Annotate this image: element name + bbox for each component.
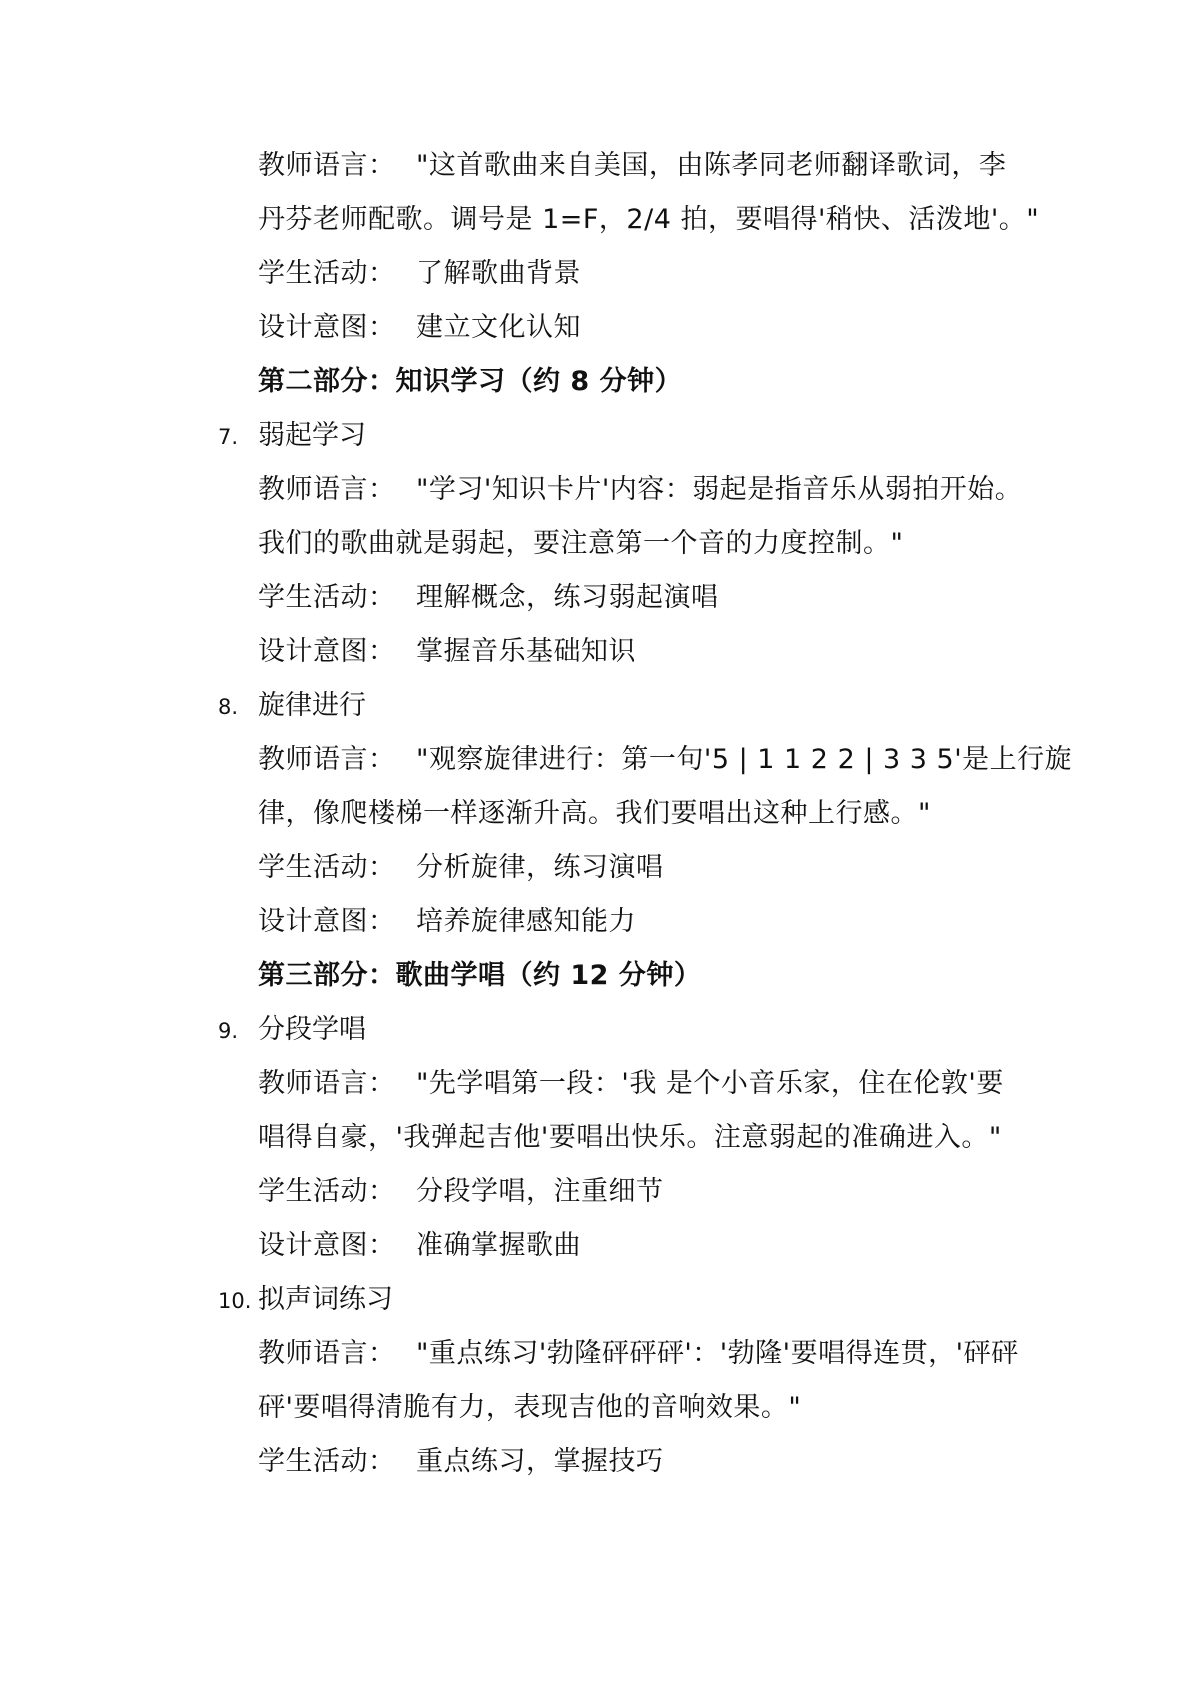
design-intent-label: 设计意图： bbox=[258, 1230, 396, 1261]
student-activity-line bbox=[258, 580, 1038, 616]
teacher-language-line bbox=[258, 1066, 1038, 1102]
teacher-language-label: 教师语言： bbox=[258, 150, 396, 181]
student-activity-label: 学生活动： bbox=[258, 852, 396, 883]
teacher-language-continuation: 唱得自豪，'我弹起吉他'要唱出快乐。注意弱起的准确进入。" bbox=[258, 1122, 1002, 1153]
teacher-language-line bbox=[258, 742, 1073, 778]
list-item-9 bbox=[218, 1012, 366, 1048]
section-heading-part3: 第三部分：歌曲学唱（约 12 分钟） bbox=[258, 960, 702, 991]
design-intent-label: 设计意图： bbox=[258, 636, 396, 667]
list-number: 7. bbox=[218, 425, 239, 449]
student-activity-label: 学生活动： bbox=[258, 1446, 396, 1477]
student-activity-label: 学生活动： bbox=[258, 582, 396, 613]
list-item-10 bbox=[218, 1282, 393, 1318]
design-intent-label: 设计意图： bbox=[258, 312, 396, 343]
student-activity-text: 分析旋律，练习演唱 bbox=[416, 852, 664, 883]
list-item-8 bbox=[218, 688, 366, 724]
teacher-language-text: "这首歌曲来自美国，由陈孝同老师翻译歌词，李 bbox=[416, 150, 1007, 181]
student-activity-text: 分段学唱，注重细节 bbox=[416, 1176, 664, 1207]
teacher-language-label: 教师语言： bbox=[258, 1068, 396, 1099]
teacher-language-continuation: 律，像爬楼梯一样逐渐升高。我们要唱出这种上行感。" bbox=[258, 798, 931, 829]
design-intent-text: 培养旋律感知能力 bbox=[416, 906, 636, 937]
student-activity-line bbox=[258, 256, 1038, 292]
design-intent-text: 准确掌握歌曲 bbox=[416, 1230, 581, 1261]
student-activity-label: 学生活动： bbox=[258, 1176, 396, 1207]
student-activity-text: 了解歌曲背景 bbox=[416, 258, 581, 289]
student-activity-text: 理解概念，练习弱起演唱 bbox=[416, 582, 719, 613]
design-intent-line bbox=[258, 634, 1038, 670]
student-activity-line bbox=[258, 1174, 1038, 1210]
teacher-language-label: 教师语言： bbox=[258, 474, 396, 505]
design-intent-label: 设计意图： bbox=[258, 906, 396, 937]
teacher-language-continuation: 丹芬老师配歌。调号是 1=F，2/4 拍，要唱得'稍快、活泼地'。" bbox=[258, 204, 1040, 235]
teacher-language-text: "重点练习'勃隆砰砰砰'：'勃隆'要唱得连贯，'砰砰 bbox=[416, 1338, 1019, 1369]
design-intent-line bbox=[258, 1228, 1038, 1264]
design-intent-text: 掌握音乐基础知识 bbox=[416, 636, 636, 667]
teacher-language-text: "学习'知识卡片'内容：弱起是指音乐从弱拍开始。 bbox=[416, 474, 1023, 505]
student-activity-text: 重点练习，掌握技巧 bbox=[416, 1446, 664, 1477]
design-intent-text: 建立文化认知 bbox=[416, 312, 581, 343]
teacher-language-continuation: 砰'要唱得清脆有力，表现吉他的音响效果。" bbox=[258, 1392, 802, 1423]
teacher-language-line bbox=[258, 148, 1038, 184]
student-activity-line bbox=[258, 850, 1038, 886]
teacher-language-label: 教师语言： bbox=[258, 744, 396, 775]
teacher-language-line bbox=[258, 472, 1038, 508]
teacher-language-continuation: 我们的歌曲就是弱起，要注意第一个音的力度控制。" bbox=[258, 528, 904, 559]
teacher-language-line bbox=[258, 1336, 1038, 1372]
section-heading-part2: 第二部分：知识学习（约 8 分钟） bbox=[258, 366, 683, 397]
design-intent-line bbox=[258, 310, 1038, 346]
list-item-title: 旋律进行 bbox=[258, 690, 366, 721]
list-number: 8. bbox=[218, 695, 239, 719]
design-intent-line bbox=[258, 904, 1038, 940]
list-number: 10. bbox=[218, 1289, 252, 1313]
list-item-title: 弱起学习 bbox=[258, 420, 366, 451]
list-item-title: 分段学唱 bbox=[258, 1014, 366, 1045]
student-activity-label: 学生活动： bbox=[258, 258, 396, 289]
list-item-7 bbox=[218, 418, 366, 454]
teacher-language-label: 教师语言： bbox=[258, 1338, 396, 1369]
list-item-title: 拟声词练习 bbox=[258, 1284, 393, 1315]
list-number: 9. bbox=[218, 1019, 239, 1043]
teacher-language-text: "先学唱第一段：'我 是个小音乐家，住在伦敦'要 bbox=[416, 1068, 1004, 1099]
student-activity-line bbox=[258, 1444, 1038, 1480]
teacher-language-text: "观察旋律进行：第一句'5 | 1 1 2 2 | 3 3 5'是上行旋 bbox=[416, 744, 1073, 775]
